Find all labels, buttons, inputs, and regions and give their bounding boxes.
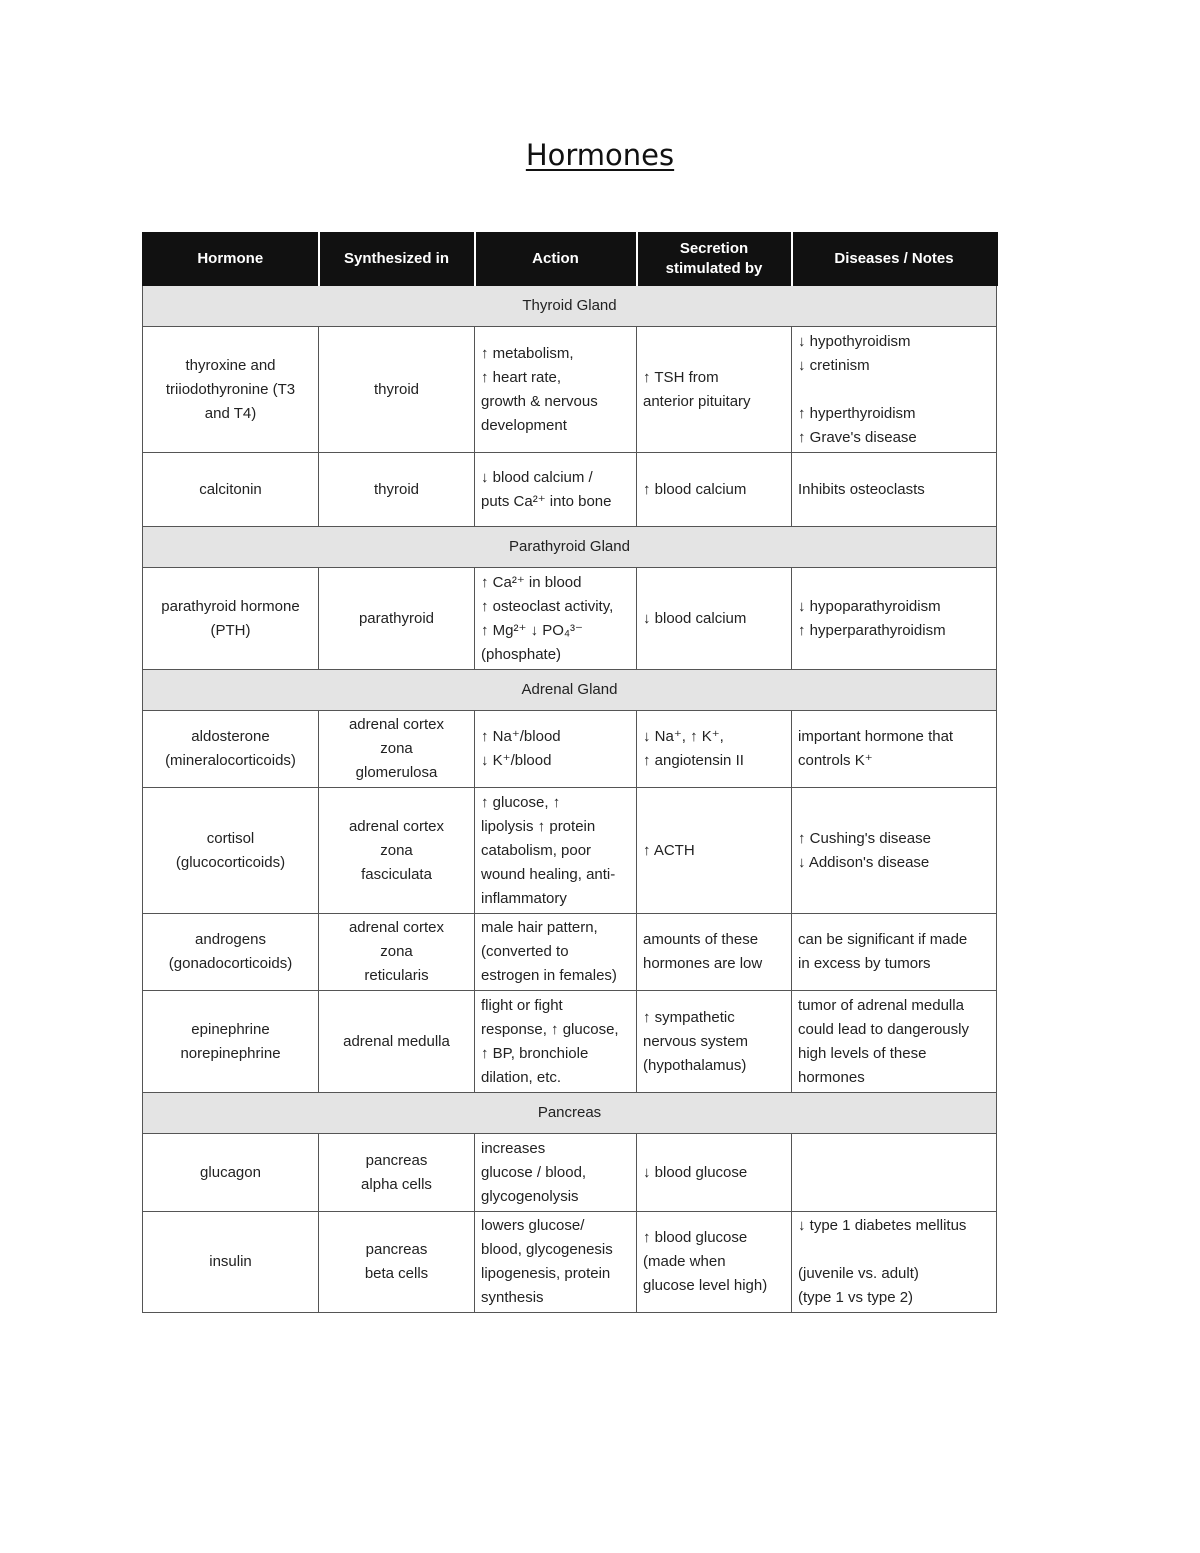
cell-secretion <box>637 327 792 453</box>
table-row-epinephrine <box>143 991 997 1093</box>
cell-line: ↓ cretinism <box>798 356 870 374</box>
cell-line: can be significant if made <box>798 931 968 948</box>
cell-action <box>475 711 637 788</box>
cell-line: ↑ blood glucose <box>643 1229 748 1246</box>
cell-line: ↑ hyperthyroidism <box>798 404 916 422</box>
cell-line: adrenal cortex <box>348 716 445 733</box>
cell-line: estrogen in females) <box>481 967 617 984</box>
cell-line: ↑ TSH from <box>643 368 719 386</box>
cell-synthesized <box>319 788 475 914</box>
cell-line: androgens <box>195 931 266 948</box>
cell-line: ↑ angiotensin II <box>643 752 744 769</box>
cell-line: reticularis <box>364 967 429 984</box>
cell-hormone: calcitonin <box>143 453 319 527</box>
header-secretion <box>637 233 792 286</box>
cell-line: adrenal cortex <box>348 817 445 835</box>
cell-line: pancreas <box>365 1151 428 1169</box>
table-row-insulin <box>143 1212 997 1313</box>
cell-hormone <box>143 711 319 788</box>
cell-line: important hormone that <box>798 728 954 745</box>
table-row-thyroxine <box>143 327 997 453</box>
cell-line: ↑ heart rate, <box>481 368 562 386</box>
cell-notes <box>792 914 997 991</box>
cell-line: flight or fight <box>481 996 563 1014</box>
table-row-cortisol <box>143 788 997 914</box>
cell-line: (PTH) <box>210 621 251 639</box>
cell-line: male hair pattern, <box>481 919 598 936</box>
cell-line: ↑ Grave's disease <box>798 428 917 446</box>
cell-line: (juvenile vs. adult) <box>798 1265 919 1282</box>
hormones-table <box>142 232 998 1313</box>
cell-line: (gonadocorticoids) <box>168 955 293 972</box>
cell-line: cortisol <box>206 829 255 847</box>
cell-line: adrenal cortex <box>348 919 445 936</box>
cell-line: glucose level high) <box>643 1277 768 1294</box>
cell-line: ↑ sympathetic <box>643 1008 735 1026</box>
table-row-pth <box>143 568 997 670</box>
cell-hormone: glucagon <box>143 1134 319 1212</box>
section-pancreas: Pancreas <box>143 1093 997 1134</box>
cell-synthesized: thyroid <box>319 453 475 527</box>
cell-hormone: insulin <box>143 1212 319 1313</box>
cell-hormone <box>143 327 319 453</box>
cell-line: glucose / blood, <box>481 1163 587 1181</box>
cell-line: ↓ Na⁺, ↑ K⁺, <box>643 728 724 745</box>
table-row-glucagon <box>143 1134 997 1212</box>
cell-synthesized <box>319 711 475 788</box>
cell-line: ↓ hypoparathyroidism <box>798 597 941 615</box>
cell-line: growth & nervous <box>481 392 598 410</box>
cell-line: in excess by tumors <box>798 955 931 972</box>
cell-line: alpha cells <box>361 1175 432 1193</box>
cell-action <box>475 991 637 1093</box>
cell-line: increases <box>481 1139 546 1157</box>
cell-line: (hypothalamus) <box>643 1056 747 1074</box>
cell-action <box>475 914 637 991</box>
cell-action <box>475 327 637 453</box>
cell-line: ↑ BP, bronchiole <box>481 1044 589 1062</box>
cell-notes: Inhibits osteoclasts <box>792 453 997 527</box>
cell-notes <box>792 788 997 914</box>
cell-line: beta cells <box>364 1265 429 1282</box>
cell-line: ↑ Cushing's disease <box>798 829 931 847</box>
cell-notes <box>792 568 997 670</box>
cell-line: lowers glucose/ <box>481 1217 585 1234</box>
cell-action <box>475 1212 637 1313</box>
cell-hormone <box>143 991 319 1093</box>
cell-line: amounts of these <box>643 931 759 948</box>
cell-line: could lead to dangerously <box>798 1020 969 1038</box>
cell-notes <box>792 991 997 1093</box>
cell-action <box>475 788 637 914</box>
section-parathyroid: Parathyroid Gland <box>143 527 997 568</box>
cell-synthesized: adrenal medulla <box>319 991 475 1093</box>
header-action: Action <box>475 233 637 286</box>
cell-line: (glucocorticoids) <box>175 853 286 871</box>
cell-line: glomerulosa <box>355 764 438 781</box>
cell-action <box>475 453 637 527</box>
cell-secretion: ↑ ACTH <box>637 788 792 914</box>
header-diseases-notes: Diseases / Notes <box>792 233 997 286</box>
cell-action <box>475 568 637 670</box>
cell-line: high levels of these <box>798 1044 927 1062</box>
cell-notes <box>792 1134 997 1212</box>
cell-line: ↓ blood calcium / <box>481 468 593 486</box>
cell-secretion: ↓ blood calcium <box>637 568 792 670</box>
cell-line: wound healing, anti- <box>481 865 616 883</box>
cell-line: (phosphate) <box>481 645 562 663</box>
table-row-androgens <box>143 914 997 991</box>
cell-line: ↓ hypothyroidism <box>798 332 911 350</box>
page-title: Hormones <box>525 138 675 172</box>
header-row <box>143 233 997 286</box>
cell-secretion: ↓ blood glucose <box>637 1134 792 1212</box>
cell-line: synthesis <box>481 1289 544 1306</box>
table-row-calcitonin <box>143 453 997 527</box>
cell-secretion <box>637 711 792 788</box>
cell-line: ↓ K⁺/blood <box>481 752 552 769</box>
cell-line: ↑ Mg²⁺ ↓ PO₄³⁻ <box>481 621 583 639</box>
cell-line: ↑ metabolism, <box>481 344 574 362</box>
cell-line: nervous system <box>643 1032 749 1050</box>
cell-synthesized: thyroid <box>319 327 475 453</box>
cell-secretion <box>637 1212 792 1313</box>
cell-synthesized: parathyroid <box>319 568 475 670</box>
cell-line: (mineralocorticoids) <box>165 752 296 769</box>
cell-line: glycogenolysis <box>481 1187 579 1205</box>
cell-line: fasciculata <box>361 865 432 883</box>
cell-secretion <box>637 991 792 1093</box>
cell-line: lipolysis ↑ protein <box>481 817 596 835</box>
cell-line: catabolism, poor <box>481 841 592 859</box>
cell-line: ↑ Na⁺/blood <box>481 728 561 745</box>
table-row-aldosterone <box>143 711 997 788</box>
cell-line: and T4) <box>204 404 257 422</box>
cell-line: ↑ hyperparathyroidism <box>798 621 946 639</box>
cell-synthesized <box>319 1212 475 1313</box>
cell-line: ↑ glucose, ↑ <box>481 793 561 811</box>
cell-line: ↑ osteoclast activity, <box>481 597 614 615</box>
cell-line: hormones are low <box>643 955 763 972</box>
cell-line: zona <box>380 841 413 859</box>
cell-line: hormones <box>798 1068 865 1086</box>
cell-secretion <box>637 914 792 991</box>
cell-notes <box>792 711 997 788</box>
header-secretion-line: stimulated by <box>665 260 763 277</box>
cell-line: tumor of adrenal medulla <box>798 996 964 1014</box>
cell-line: norepinephrine <box>180 1044 281 1062</box>
cell-line: puts Ca²⁺ into bone <box>481 492 612 510</box>
cell-line: zona <box>380 740 413 757</box>
cell-hormone <box>143 788 319 914</box>
cell-line: ↓ type 1 diabetes mellitus <box>798 1217 967 1234</box>
cell-synthesized <box>319 914 475 991</box>
cell-line: lipogenesis, protein <box>481 1265 611 1282</box>
cell-line: aldosterone <box>191 728 270 745</box>
cell-line: triiodothyronine (T3 <box>165 380 296 398</box>
header-hormone: Hormone <box>143 233 319 286</box>
cell-notes <box>792 1212 997 1313</box>
header-secretion-line: Secretion <box>679 240 749 257</box>
cell-line: pancreas <box>365 1241 428 1258</box>
cell-synthesized <box>319 1134 475 1212</box>
cell-line: anterior pituitary <box>643 392 751 410</box>
cell-line: controls K⁺ <box>798 752 873 769</box>
cell-secretion: ↑ blood calcium <box>637 453 792 527</box>
cell-line: thyroxine and <box>185 356 276 374</box>
cell-notes <box>792 327 997 453</box>
cell-action <box>475 1134 637 1212</box>
cell-line: response, ↑ glucose, <box>481 1020 619 1038</box>
cell-line: dilation, etc. <box>481 1068 562 1086</box>
cell-line: inflammatory <box>481 889 567 907</box>
section-adrenal: Adrenal Gland <box>143 670 997 711</box>
cell-hormone <box>143 914 319 991</box>
cell-line: development <box>481 416 567 434</box>
cell-line: ↓ Addison's disease <box>798 853 930 871</box>
cell-line: blood, glycogenesis <box>481 1241 613 1258</box>
section-thyroid: Thyroid Gland <box>143 286 997 327</box>
cell-line: zona <box>380 943 413 960</box>
cell-line: ↑ Ca²⁺ in blood <box>481 573 582 591</box>
cell-hormone <box>143 568 319 670</box>
cell-line: (type 1 vs type 2) <box>798 1289 914 1306</box>
cell-line: epinephrine <box>191 1020 270 1038</box>
cell-line: (converted to <box>481 943 569 960</box>
cell-line: (made when <box>643 1253 726 1270</box>
header-synthesized-in: Synthesized in <box>319 233 475 286</box>
cell-line: parathyroid hormone <box>161 597 300 615</box>
